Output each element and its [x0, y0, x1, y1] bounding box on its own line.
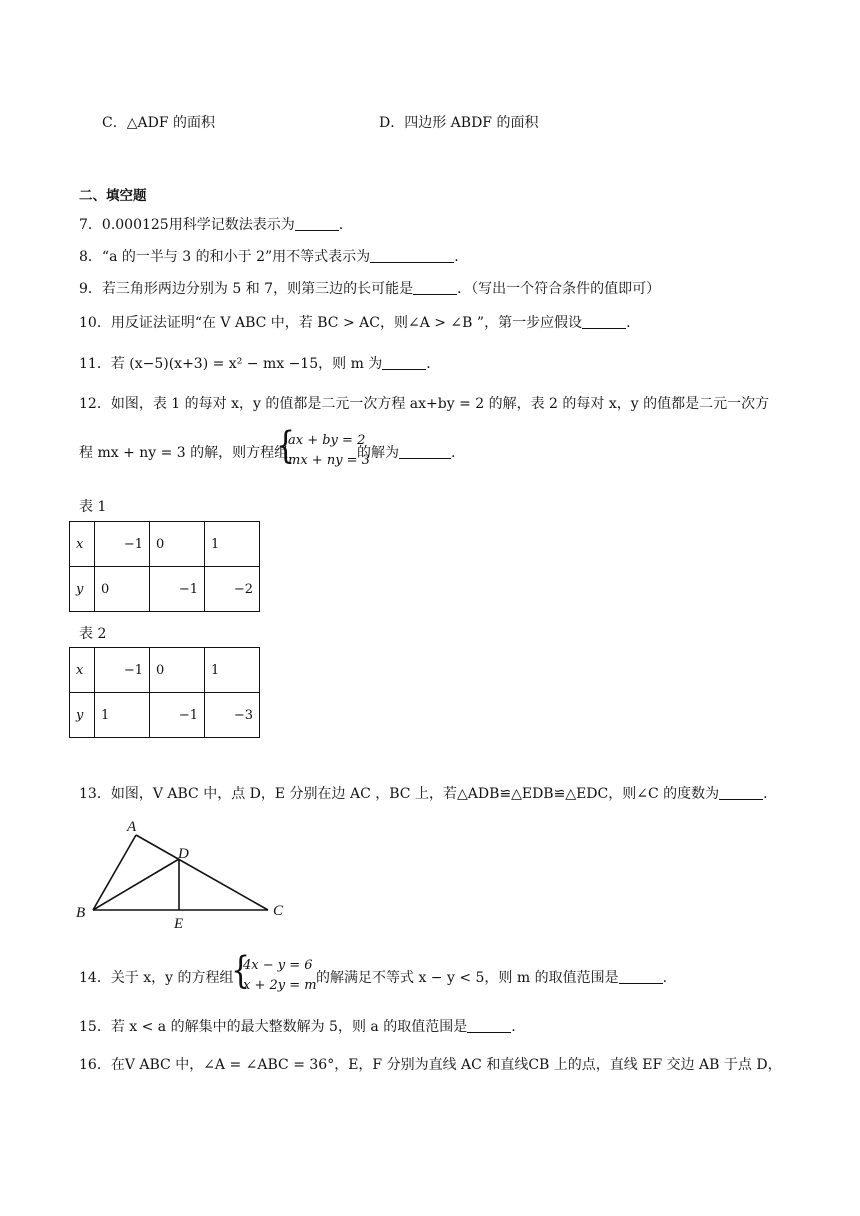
- option-c: C．△ADF 的面积: [102, 115, 215, 131]
- question-7-text: 7．0.000125用科学记数法表示为: [79, 217, 295, 233]
- table-cell: −1: [95, 522, 150, 567]
- label-b: B: [76, 905, 86, 921]
- question-11: [79, 354, 431, 374]
- label-e: E: [174, 916, 184, 932]
- question-10: [79, 313, 631, 333]
- table-cell: y: [70, 693, 95, 738]
- label-c: C: [273, 903, 284, 919]
- equation-system-14: [243, 956, 317, 996]
- triangle-figure: [70, 812, 300, 932]
- label-d: D: [178, 846, 189, 862]
- question-14-b: [316, 967, 667, 987]
- period: .: [511, 1019, 516, 1035]
- table-row: [70, 648, 260, 693]
- table-cell: 1: [205, 648, 260, 693]
- question-16: 16．在V ABC 中，∠A = ∠ABC = 36°，E，F 分别为直线 AC 和直线CB 上的点，直线 EF 交边 AB 于点 D，: [79, 1057, 782, 1073]
- table-cell: −2: [205, 567, 260, 612]
- answer-blank: [399, 444, 451, 459]
- question-12-line1: 12．如图，表 1 的每对 x，y 的值都是二元一次方程 ax+by = 2 的解，表 2 的每对 x，y 的值都是二元一次方: [79, 396, 770, 412]
- period: .: [338, 217, 344, 233]
- table-cell: 0: [150, 648, 205, 693]
- question-9-text: 9．若三角形两边分别为 5 和 7，则第三边的长可能是: [79, 281, 414, 297]
- table-1: [69, 521, 260, 612]
- table-1-caption: 表 1: [79, 499, 107, 515]
- question-15: [79, 1017, 516, 1037]
- brace-icon: {: [276, 424, 296, 468]
- period: .: [662, 970, 668, 986]
- table-cell: −1: [150, 693, 205, 738]
- question-11-text: 11．若 (x−5)(x+3) = x² − mx −15，则 m 为: [79, 356, 383, 372]
- table-row: [70, 567, 260, 612]
- period: .: [763, 786, 768, 802]
- answer-blank: [719, 785, 763, 800]
- table-row: [70, 522, 260, 567]
- question-8: [79, 247, 459, 267]
- table-cell: 0: [150, 522, 205, 567]
- table-cell: x: [70, 648, 95, 693]
- answer-blank: [295, 216, 339, 231]
- equation-1: 4x − y = 6: [243, 958, 313, 973]
- question-13: [79, 784, 768, 804]
- table-cell: y: [70, 567, 95, 612]
- question-9-tail: ．（写出一个符合条件的值即可）: [457, 281, 661, 297]
- question-13-text: 13．如图，V ABC 中，点 D，E 分别在边 AC ，BC 上，若△ADB≌△EDB≌△EDC，则∠C 的度数为: [79, 786, 720, 802]
- table-cell: 1: [95, 693, 150, 738]
- question-7: [79, 215, 343, 235]
- table-2: [69, 647, 260, 738]
- question-12-line2-b: [357, 442, 455, 462]
- question-14-tail: 的解满足不等式 x − y < 5，则 m 的取值范围是: [316, 970, 619, 986]
- brace-icon: {: [231, 949, 251, 993]
- segment-bd: [93, 859, 179, 910]
- question-12-line2-a: 程 mx + ny = 3 的解，则方程组: [79, 445, 289, 461]
- question-12-tail: 的解为: [357, 445, 399, 461]
- answer-blank: [619, 969, 663, 984]
- table-cell: x: [70, 522, 95, 567]
- table-cell: 1: [205, 522, 260, 567]
- answer-blank: [467, 1018, 511, 1033]
- question-14-a: 14．关于 x，y 的方程组: [79, 970, 234, 986]
- answer-blank: [413, 280, 457, 295]
- segment-ab: [93, 835, 136, 910]
- equation-2: x + 2y = m: [243, 978, 317, 993]
- period: .: [426, 356, 431, 372]
- label-a: A: [127, 819, 137, 835]
- answer-blank: [582, 314, 626, 329]
- question-15-text: 15．若 x < a 的解集中的最大整数解为 5，则 a 的取值范围是: [79, 1019, 468, 1035]
- table-cell: −1: [150, 567, 205, 612]
- question-10-text: 10．用反证法证明“在 V ABC 中，若 BC > AC，则∠A > ∠B ”，第一步应假设: [79, 315, 583, 331]
- answer-blank: [382, 355, 426, 370]
- table-cell: −1: [95, 648, 150, 693]
- period: .: [451, 445, 456, 461]
- table-cell: −3: [205, 693, 260, 738]
- section-title: 二、填空题: [79, 188, 147, 204]
- question-9: [79, 279, 660, 299]
- table-2-caption: 表 2: [79, 626, 107, 642]
- answer-blank: [370, 248, 454, 263]
- period: .: [626, 315, 631, 331]
- question-8-text: 8．“a 的一半与 3 的和小于 2”用不等式表示为: [79, 249, 371, 265]
- table-row: [70, 693, 260, 738]
- option-d: D．四边形 ABDF 的面积: [379, 115, 539, 131]
- period: .: [454, 249, 459, 265]
- equation-1: ax + by = 2: [288, 433, 366, 448]
- equation-2: mx + ny = 3: [288, 453, 370, 468]
- table-cell: 0: [95, 567, 150, 612]
